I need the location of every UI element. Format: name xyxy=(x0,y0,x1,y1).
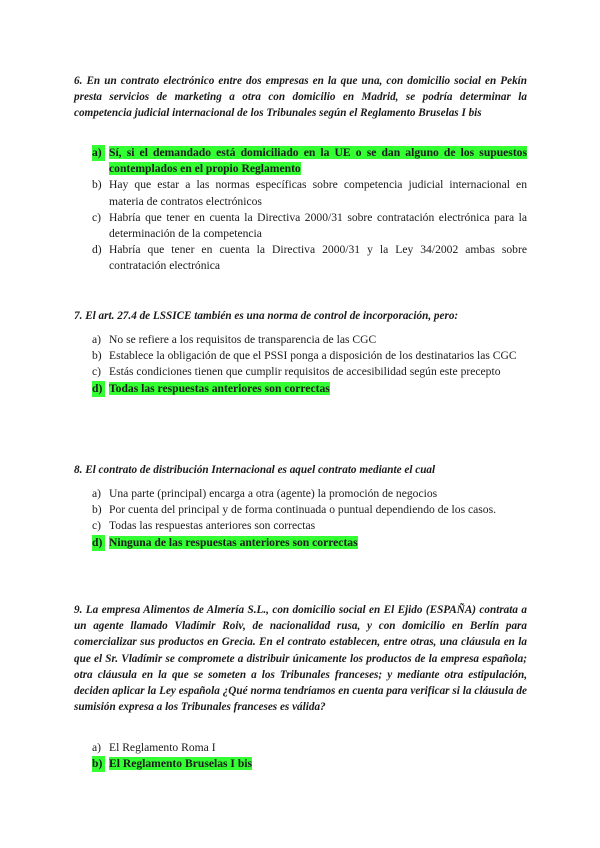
option-text: Por cuenta del principal y de forma continuada o puntual dependiendo de los casos. xyxy=(109,503,496,517)
option-9a xyxy=(92,740,527,756)
option-letter: a) xyxy=(92,145,105,161)
option-text: El Reglamento Roma I xyxy=(109,741,216,754)
question-6-options xyxy=(92,145,527,275)
question-7-text: 7. El art. 27.4 de LSSICE también es una norma de control de incorporación, pero: xyxy=(74,310,459,322)
option-letter: b) xyxy=(92,178,102,192)
question-8-options xyxy=(92,486,527,551)
option-6c xyxy=(92,210,527,242)
option-text: Todas las respuestas anteriores son correctas xyxy=(109,381,330,395)
option-letter: d) xyxy=(92,381,105,397)
question-9-options xyxy=(92,740,527,772)
option-text: Habría que tener en cuenta la Directiva 2000/31 y la Ley 34/2002 ambas sobre contratación electrónica xyxy=(109,243,527,273)
option-6d xyxy=(92,242,527,274)
option-letter: c) xyxy=(92,365,102,379)
option-text: Ninguna de las respuestas anteriores son correctas xyxy=(109,535,358,549)
option-8b xyxy=(92,502,527,518)
option-letter: b) xyxy=(92,349,102,363)
option-text: Hay que estar a las normas específicas sobre competencia judicial internacional en materia de contratos electrónicos xyxy=(109,178,527,208)
option-text: El Reglamento Bruselas I bis xyxy=(109,757,252,771)
option-letter: d) xyxy=(92,535,105,551)
option-7d xyxy=(92,381,527,397)
option-letter: c) xyxy=(92,210,102,224)
option-letter: b) xyxy=(92,503,102,517)
option-letter: c) xyxy=(92,519,102,533)
option-text: Establece la obligación de que el PSSI ponga a disposición de los destinatarios las CGC xyxy=(109,349,517,363)
option-9b xyxy=(92,756,527,772)
option-7a xyxy=(92,332,527,348)
option-8d xyxy=(92,535,527,551)
option-text: Una parte (principal) encarga a otra (agente) la promoción de negocios xyxy=(109,487,438,500)
option-8a xyxy=(92,486,527,502)
option-text: Habría que tener en cuenta la Directiva 2000/31 sobre contratación electrónica para la determinación de la competencia xyxy=(109,210,527,241)
option-7c xyxy=(92,364,527,380)
option-text: No se refiere a los requisitos de transparencia de las CGC xyxy=(109,333,377,346)
option-6b xyxy=(92,177,527,209)
option-letter: a) xyxy=(92,333,102,346)
option-8c xyxy=(92,518,527,534)
question-6-text: 6. En un contrato electrónico entre dos empresas en la que una, con domicilio social en Pekín presta servicios de marketing a otra con domicilio en Madrid, se podría determinar la competencia judicial internacional de los Tribunales según el Reglamento Bruselas I bis xyxy=(74,75,527,120)
option-letter: a) xyxy=(92,741,102,754)
option-letter: a) xyxy=(92,487,102,500)
option-letter: b) xyxy=(92,756,105,772)
option-7b xyxy=(92,348,527,364)
option-text: Sí, si el demandado está domiciliado en la UE o se dan alguno de los supuestos contemplados en el propio Reglamento xyxy=(109,146,527,176)
option-text: Todas las respuestas anteriores son correctas xyxy=(109,519,316,533)
option-letter: d) xyxy=(92,243,102,257)
question-7-options xyxy=(92,332,527,397)
question-9-text: 9. La empresa Alimentos de Almería S.L., con domicilio social en El Ejido (ESPAÑA) contrata a un agente llamado Vladímir Roiv, de nacionalidad rusa, y con domicilio en Berlín para comercializar sus productos en Grecia. En el contrato establecen, entre otras, una cláusula en la que el Sr. Vladímir se compromete a distribuir únicamente los productos de la empresa española; otra cláusula en la que se someten a los Tribunales franceses; y mediante otra estipulación, deciden aplicar la Ley española ¿Qué norma tendríamos en cuenta para verificar si la cláusula de sumisión expresa a los Tribunales franceses es válida? xyxy=(74,604,527,714)
option-6a xyxy=(92,145,527,177)
question-8-text: 8. El contrato de distribución Internacional es aquel contrato mediante el cual xyxy=(74,464,436,476)
option-text: Estás condiciones tienen que cumplir requisitos de accesibilidad según este precepto xyxy=(109,365,501,379)
